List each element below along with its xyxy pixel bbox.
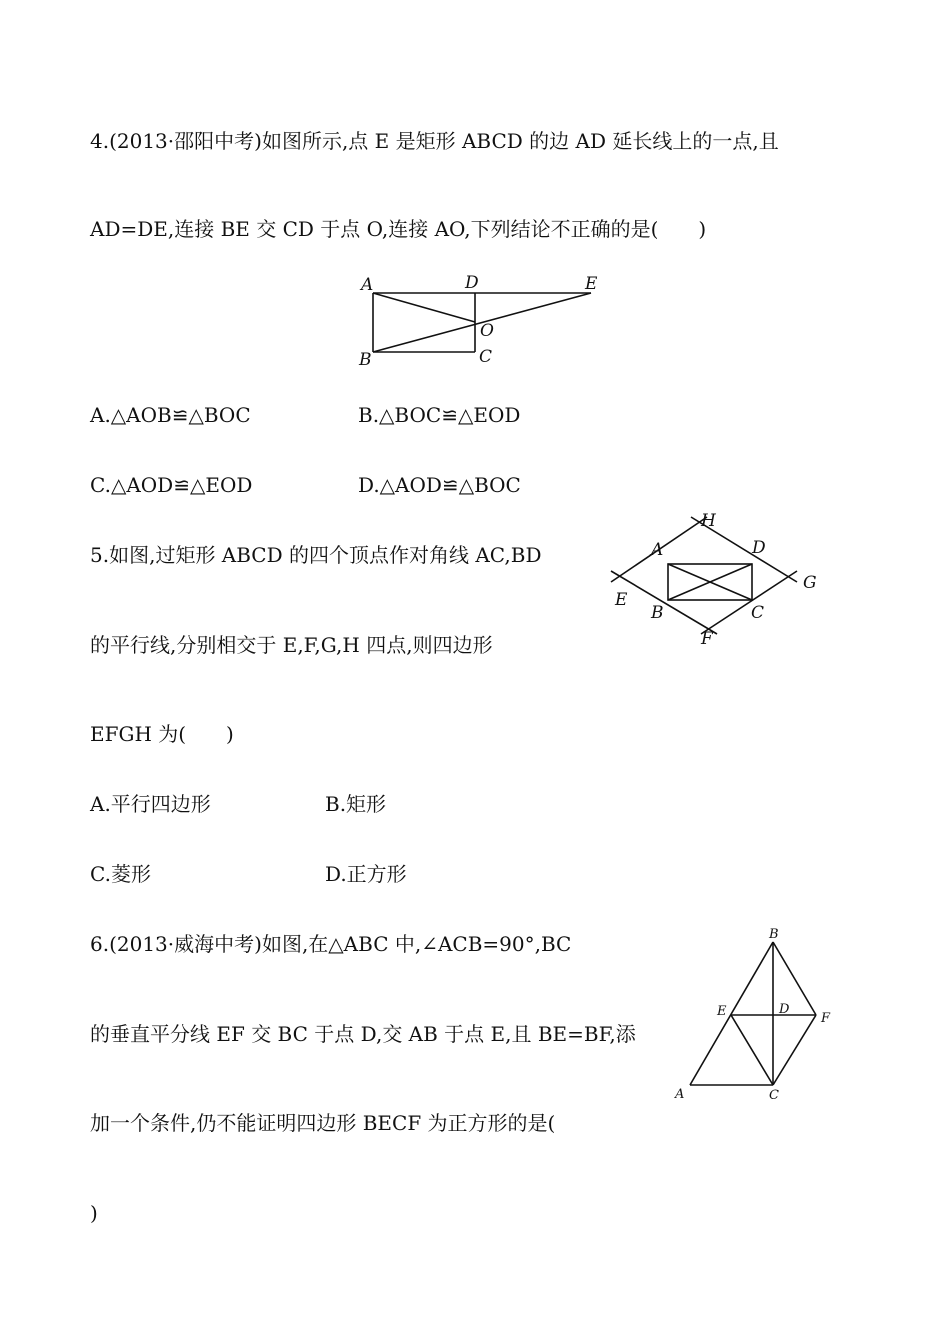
q4-option-a: A.△AOB≌△BOC bbox=[90, 403, 251, 427]
q5-option-b: B.矩形 bbox=[325, 792, 387, 816]
q5-text-line-2: 的平行线,分别相交于 E,F,G,H 四点,则四边形 bbox=[90, 633, 493, 657]
q4-option-d: D.△AOD≌△BOC bbox=[358, 473, 521, 497]
q6-figure bbox=[665, 925, 845, 1110]
q5-figure bbox=[605, 508, 825, 648]
q6-line-FC bbox=[773, 1015, 816, 1085]
q6-text-line-3: 加一个条件,仍不能证明四边形 BECF 为正方形的是( bbox=[90, 1111, 556, 1135]
q5-label-A: A bbox=[651, 540, 664, 560]
q6-label-A: A bbox=[675, 1087, 685, 1102]
q6-text-line-4: ) bbox=[90, 1201, 98, 1225]
q4-option-c: C.△AOD≌△EOD bbox=[90, 473, 253, 497]
q5-label-C: C bbox=[751, 603, 765, 623]
q6-label-D: D bbox=[779, 1002, 790, 1017]
q5-text-line-3: EFGH 为( ) bbox=[90, 722, 234, 746]
q4-text-line-2: AD=DE,连接 BE 交 CD 于点 O,连接 AO,下列结论不正确的是( ) bbox=[90, 217, 707, 241]
q5-option-a: A.平行四边形 bbox=[90, 792, 211, 816]
q4-option-b: B.△BOC≌△EOD bbox=[358, 403, 521, 427]
q4-label-D: D bbox=[465, 273, 479, 293]
q5-option-c: C.菱形 bbox=[90, 862, 151, 886]
q4-text-line-1: 4.(2013·邵阳中考)如图所示,点 E 是矩形 ABCD 的边 AD 延长线上的一点,且 bbox=[90, 129, 779, 153]
q5-label-E: E bbox=[615, 590, 628, 610]
q6-label-B: B bbox=[769, 927, 779, 942]
q4-label-A: A bbox=[361, 275, 374, 295]
q4-label-E: E bbox=[585, 274, 598, 294]
q5-label-D: D bbox=[752, 538, 766, 558]
q4-line-AO bbox=[373, 293, 475, 322]
q5-label-B: B bbox=[651, 603, 664, 623]
q6-text-line-2: 的垂直平分线 EF 交 BC 于点 D,交 AB 于点 E,且 BE=BF,添 bbox=[90, 1022, 636, 1046]
q4-label-C: C bbox=[479, 347, 493, 367]
q6-label-C: C bbox=[769, 1088, 779, 1103]
q5-text-line-1: 5.如图,过矩形 ABCD 的四个顶点作对角线 AC,BD bbox=[90, 543, 542, 567]
q4-label-B: B bbox=[359, 350, 372, 370]
q4-figure bbox=[355, 272, 605, 372]
q6-label-E: E bbox=[717, 1004, 727, 1019]
q6-text-line-1: 6.(2013·威海中考)如图,在△ABC 中,∠ACB=90°,BC bbox=[90, 932, 572, 956]
q5-label-F: F bbox=[701, 629, 713, 649]
q4-label-O: O bbox=[480, 321, 494, 341]
q5-option-d: D.正方形 bbox=[325, 862, 407, 886]
q6-label-F: F bbox=[821, 1011, 831, 1026]
q6-line-EC bbox=[731, 1015, 773, 1085]
q5-label-G: G bbox=[803, 573, 817, 593]
q5-label-H: H bbox=[701, 511, 716, 531]
